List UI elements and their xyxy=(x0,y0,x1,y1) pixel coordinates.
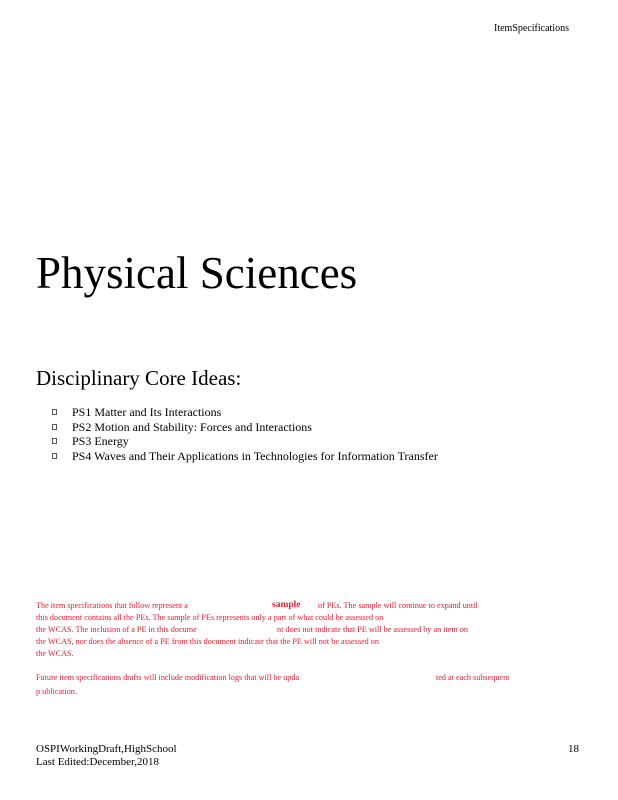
bullet-icon xyxy=(52,453,57,459)
core-idea-label: PS2 Motion and Stability: Forces and Interactions xyxy=(72,419,312,434)
list-item xyxy=(52,405,438,420)
notice-line-6b: ted at each subsequent xyxy=(436,673,510,682)
list-item xyxy=(52,434,438,449)
notice-line-1c: of PEs. The sample will continue to expand until xyxy=(318,601,478,610)
bullet-icon xyxy=(52,424,57,430)
notice-emphasis xyxy=(272,599,301,612)
notice-line-5: the WCAS. xyxy=(36,649,74,658)
notice-emphasis-text: sample xyxy=(272,600,301,610)
footer-draft-label: OSPIWorkingDraft,HighSchool xyxy=(36,743,177,755)
list-item xyxy=(52,420,438,435)
bullet-icon xyxy=(52,438,57,444)
list-item xyxy=(52,449,438,464)
notice-line-3b: nt does not indicate that PE will be assessed by an item on xyxy=(277,625,469,634)
footer-edit-date: Last Edited:December,2018 xyxy=(36,756,159,768)
bullet-icon xyxy=(52,409,57,415)
section-subtitle: Disciplinary Core Ideas: xyxy=(36,366,242,390)
page-number: 18 xyxy=(568,743,579,755)
notice-line-2: this document contains all the PEs. The sample of PEs represents only a part of what could be assessed on xyxy=(36,613,384,622)
notice-line-4: the WCAS, nor does the absence of a PE from this document indicate that the PE will not be assessed on xyxy=(36,637,379,646)
core-idea-label: PS3 Energy xyxy=(72,434,129,448)
running-header: ItemSpecifications xyxy=(494,23,569,34)
notice-line-3a: the WCAS. The inclusion of a PE in this docume xyxy=(36,625,197,634)
core-idea-label: PS4 Waves and Their Applications in Technologies for Information Transfer xyxy=(72,448,438,463)
notice-line-7: p ublication. xyxy=(36,687,77,696)
notice-line-6a: Future item specifications drafts will include modification logs that will be upda xyxy=(36,673,300,682)
notice-line-1a: The item specifications that follow represent a xyxy=(36,601,188,610)
core-ideas-list xyxy=(52,405,438,463)
page-title: Physical Sciences xyxy=(36,248,358,298)
core-idea-label: PS1 Matter and Its Interactions xyxy=(72,405,222,419)
